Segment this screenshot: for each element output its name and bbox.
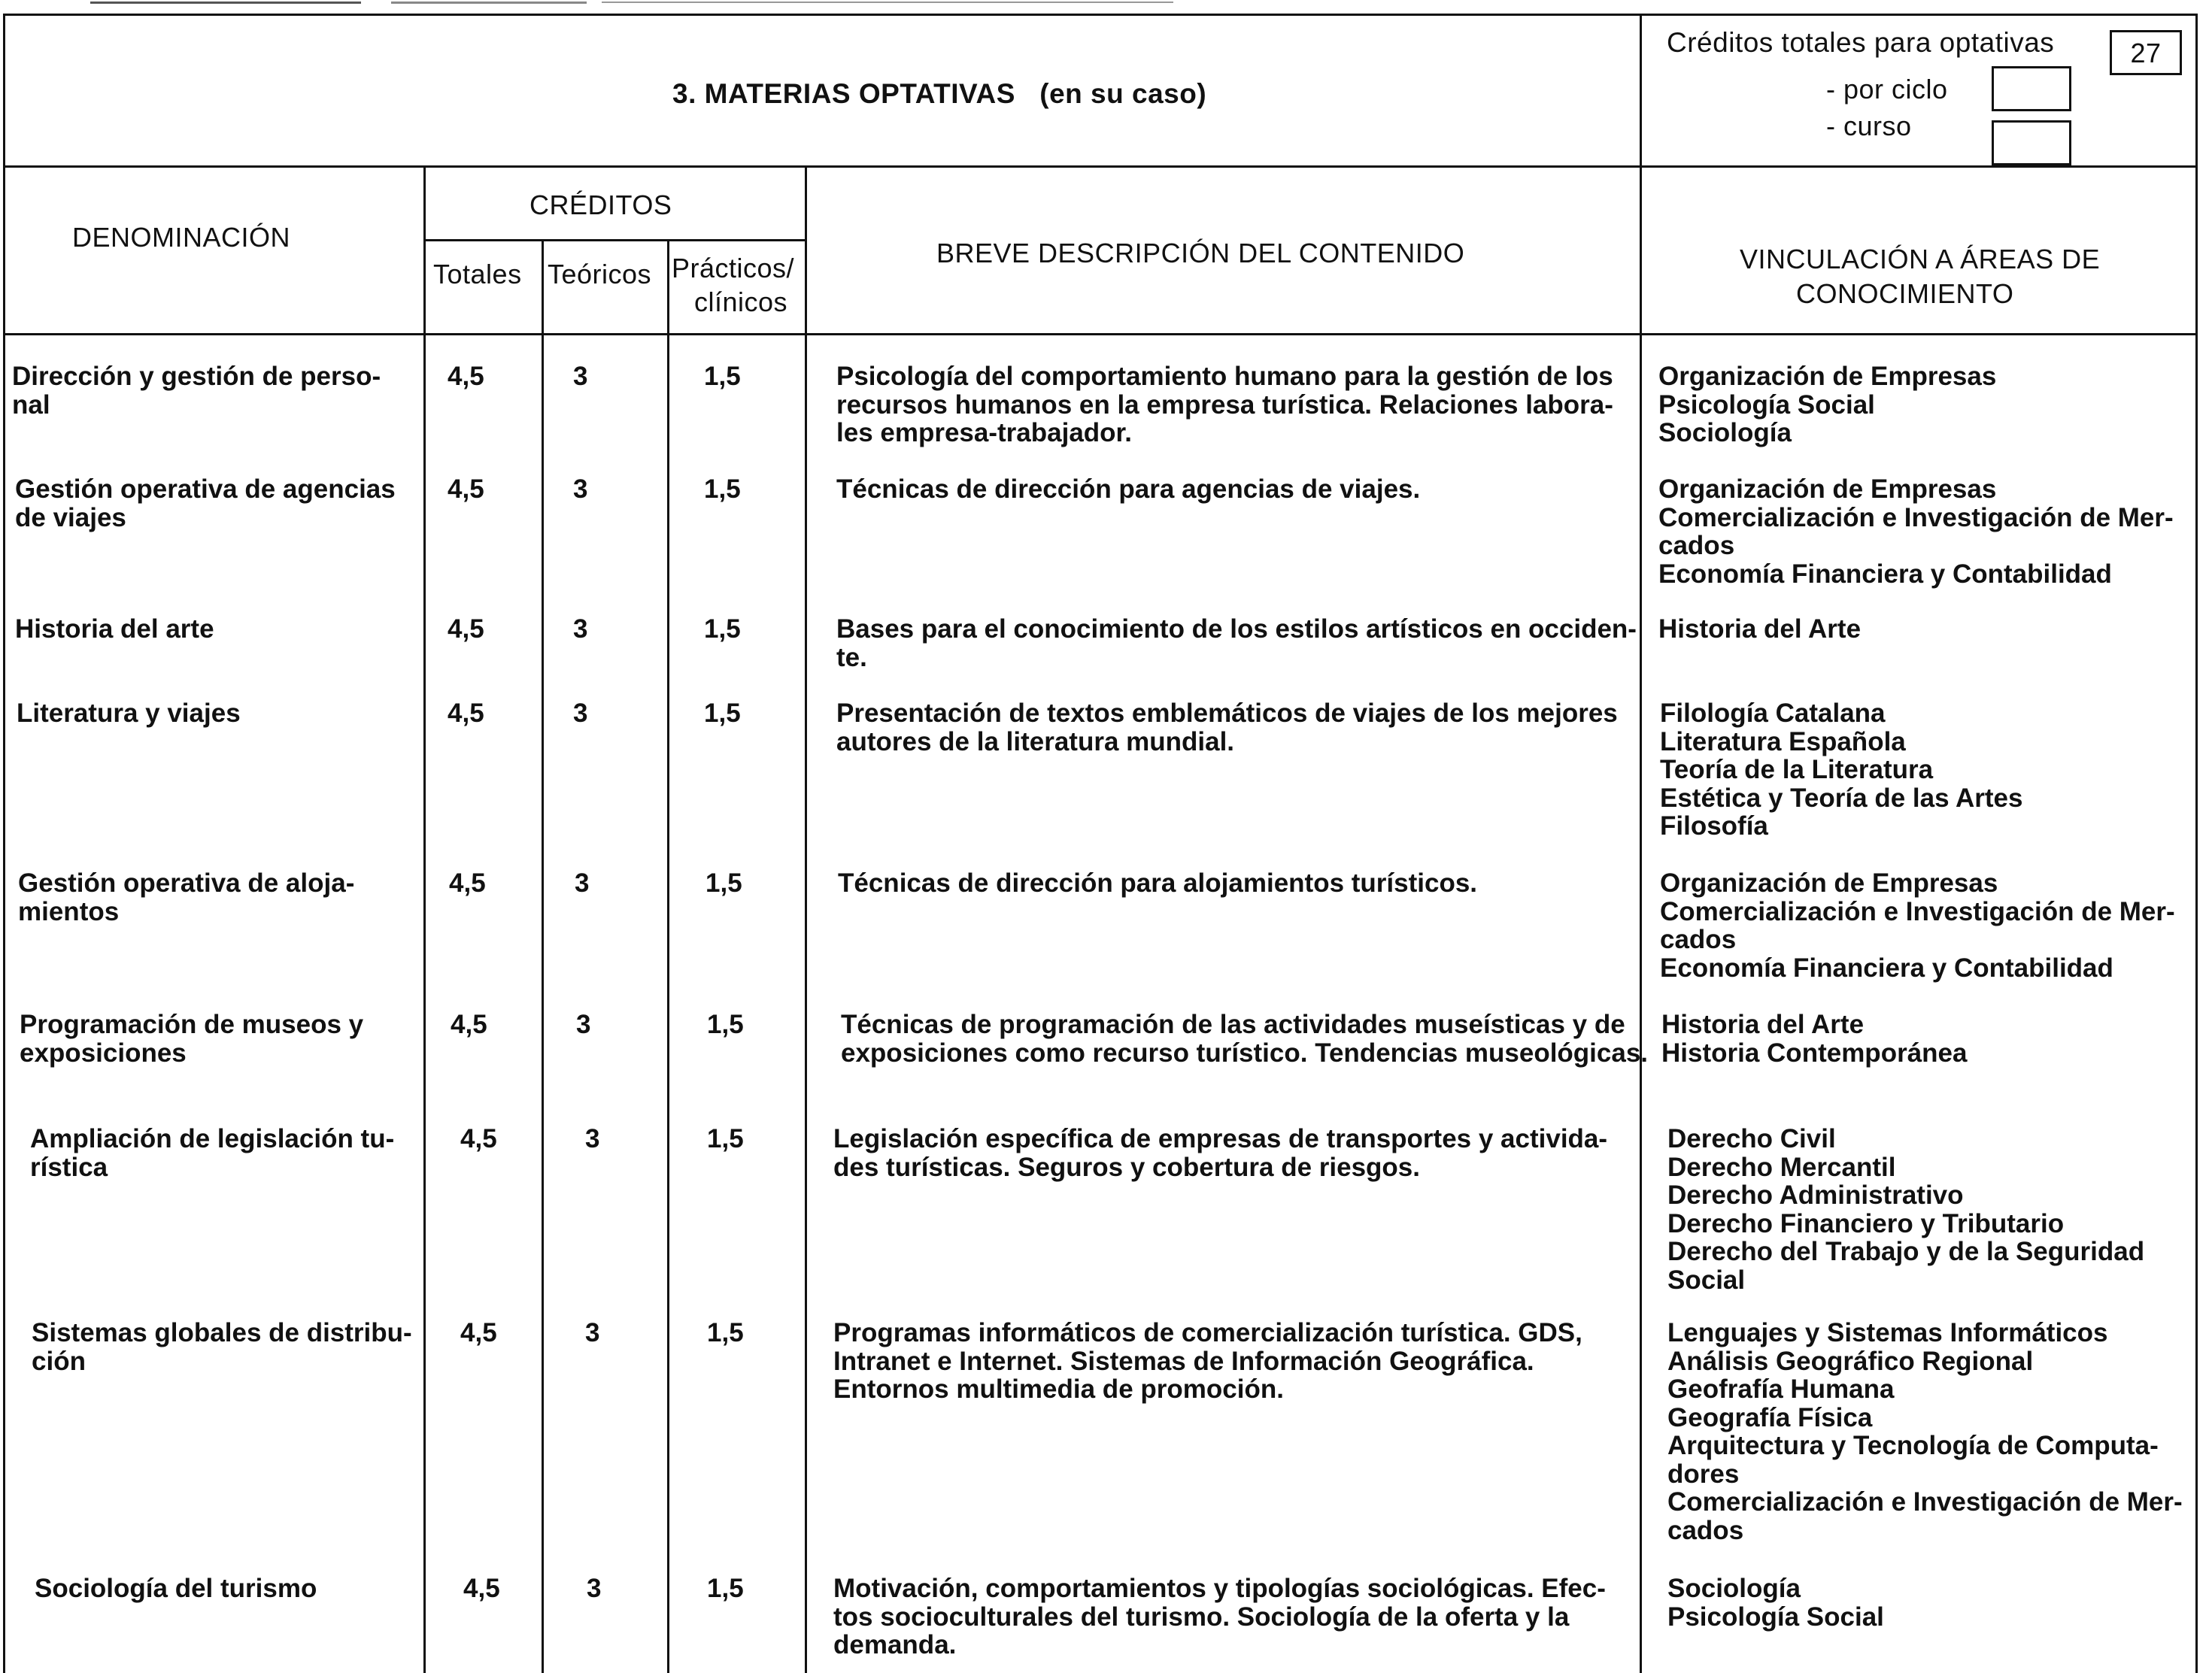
per-course-label: - curso	[1826, 111, 1912, 141]
row-description-line: recursos humanos en la empresa turística. Relaciones labora-	[836, 389, 1613, 420]
row-area-item: dores	[1667, 1459, 1740, 1489]
row-totales: 4,5	[448, 474, 484, 504]
section-title-text: 3. MATERIAS OPTATIVAS	[672, 78, 1015, 109]
row-areas	[1658, 475, 2174, 588]
row-teoricos: 3	[585, 1318, 600, 1347]
row-teoricos: 3	[573, 362, 588, 391]
col-header-clinicos: clínicos	[694, 286, 788, 317]
scan-artifact	[391, 2, 587, 4]
row-practicos: 1,5	[707, 1574, 744, 1603]
rule-col-totales	[542, 239, 544, 1673]
row-area-item: Comercialización e Investigación de Mer-	[1658, 502, 2174, 532]
rule-header-bottom	[3, 165, 2198, 168]
credits-total-value: 27	[2130, 38, 2162, 68]
col-header-denominacion: DENOMINACIÓN	[72, 222, 291, 253]
scan-artifact	[602, 2, 1173, 3]
col-header-conocimiento: CONOCIMIENTO	[1796, 278, 2014, 309]
row-totales: 4,5	[448, 614, 484, 644]
row-description-line: Legislación específica de empresas de transportes y activida-	[833, 1124, 1608, 1153]
row-area-item: Derecho Administrativo	[1667, 1180, 1964, 1210]
row-practicos: 1,5	[704, 614, 741, 644]
col-header-vinculacion: VINCULACIÓN A ÁREAS DE	[1740, 244, 2101, 274]
row-area-item: Derecho Civil	[1667, 1124, 1836, 1153]
row-name-line: ción	[32, 1346, 86, 1376]
row-name-line: Literatura y viajes	[17, 699, 241, 728]
row-practicos: 1,5	[707, 1124, 744, 1153]
row-name-line: nal	[12, 389, 50, 420]
row-area-item: Derecho Financiero y Tributario	[1667, 1208, 2065, 1238]
row-name	[17, 699, 241, 728]
row-area-item: Filología Catalana	[1660, 699, 1886, 728]
row-areas	[1660, 869, 2175, 982]
row-description-line: Bases para el conocimiento de los estilos artísticos en occiden-	[836, 614, 1637, 644]
row-areas	[1667, 1319, 2183, 1544]
row-name-line: mientos	[18, 896, 120, 926]
row-name	[15, 615, 214, 644]
row-area-item: Organización de Empresas	[1660, 868, 1998, 898]
row-areas	[1661, 1011, 1967, 1067]
row-description-line: Motivación, comportamientos y tipologías sociológicas. Efec-	[833, 1574, 1606, 1603]
row-teoricos: 3	[585, 1124, 600, 1153]
row-teoricos: 3	[575, 868, 590, 898]
rule-creditos-split	[423, 239, 807, 241]
rule-col-descripcion	[1640, 14, 1642, 1673]
row-description	[838, 869, 1477, 898]
rule-columns-bottom	[3, 333, 2198, 335]
row-areas	[1658, 615, 1861, 644]
row-name	[15, 475, 396, 532]
row-totales: 4,5	[460, 1124, 497, 1153]
row-description-line: autores de la literatura mundial.	[836, 726, 1235, 756]
row-area-item: cados	[1667, 1515, 1744, 1545]
row-practicos: 1,5	[704, 699, 741, 728]
row-description-line: les empresa-trabajador.	[836, 418, 1132, 447]
row-area-item: Economía Financiera y Contabilidad	[1660, 953, 2113, 983]
row-teoricos: 3	[576, 1010, 591, 1039]
row-area-item: Organización de Empresas	[1658, 474, 1997, 504]
row-name	[18, 869, 354, 926]
row-area-item: cados	[1658, 531, 1735, 560]
row-area-item: Arquitectura y Tecnología de Computa-	[1667, 1431, 2159, 1460]
row-areas	[1667, 1125, 2144, 1294]
row-description	[833, 1574, 1606, 1659]
row-area-item: Estética y Teoría de las Artes	[1660, 783, 2023, 813]
row-teoricos: 3	[587, 1574, 602, 1603]
row-name-line: Gestión operativa de agencias	[15, 474, 396, 504]
credits-total-box	[2110, 30, 2182, 75]
section-title	[672, 80, 1206, 108]
per-course-box	[1992, 120, 2071, 165]
row-area-item: Sociología	[1658, 418, 1792, 447]
row-totales: 4,5	[448, 699, 484, 728]
row-name-line: exposiciones	[20, 1038, 187, 1068]
col-header-totales: Totales	[433, 259, 522, 289]
row-practicos: 1,5	[704, 474, 741, 504]
row-description	[833, 1125, 1607, 1181]
row-name-line: Programación de museos y	[20, 1010, 364, 1039]
row-areas	[1660, 699, 2022, 841]
row-name	[32, 1319, 412, 1375]
row-teoricos: 3	[573, 614, 588, 644]
row-practicos: 1,5	[704, 362, 741, 391]
row-area-item: Historia Contemporánea	[1661, 1038, 1968, 1068]
row-description	[836, 615, 1637, 671]
row-description	[833, 1319, 1582, 1404]
row-practicos: 1,5	[707, 1318, 744, 1347]
row-area-item: Economía Financiera y Contabilidad	[1658, 559, 2112, 589]
row-area-item: Sociología	[1667, 1574, 1801, 1603]
row-area-item: Historia del Arte	[1661, 1010, 1865, 1039]
row-description	[841, 1011, 1648, 1067]
row-area-item: Comercialización e Investigación de Mer-	[1667, 1487, 2183, 1517]
row-totales: 4,5	[460, 1318, 497, 1347]
row-name-line: Sociología del turismo	[35, 1574, 317, 1603]
row-area-item: Derecho del Trabajo y de la Seguridad	[1667, 1237, 2145, 1266]
row-description	[836, 475, 1420, 504]
row-area-item: Psicología Social	[1667, 1602, 1884, 1632]
row-area-item: Análisis Geográfico Regional	[1667, 1346, 2034, 1376]
row-practicos: 1,5	[705, 868, 742, 898]
row-area-item: Teoría de la Literatura	[1660, 755, 1934, 784]
row-description-line: te.	[836, 642, 867, 672]
row-description-line: Programas informáticos de comercialización turística. GDS,	[833, 1318, 1582, 1347]
row-area-item: Social	[1667, 1265, 1746, 1295]
row-totales: 4,5	[463, 1574, 500, 1603]
row-description-line: demanda.	[833, 1630, 957, 1659]
row-totales: 4,5	[448, 362, 484, 391]
row-area-item: Literatura Española	[1660, 726, 1906, 756]
row-description-line: Técnicas de dirección para alojamientos turísticos.	[838, 868, 1478, 898]
row-description-line: des turísticas. Seguros y cobertura de riesgos.	[833, 1152, 1420, 1182]
row-description-line: Psicología del comportamiento humano para la gestión de los	[836, 362, 1613, 391]
row-name-line: rística	[30, 1152, 108, 1182]
col-header-practicos: Prácticos/	[672, 253, 795, 283]
per-cycle-box	[1992, 66, 2071, 111]
rule-col-teoricos	[667, 239, 669, 1673]
row-name-line: Dirección y gestión de perso-	[12, 362, 381, 391]
row-name-line: Ampliación de legislación tu-	[30, 1124, 395, 1153]
row-practicos: 1,5	[707, 1010, 744, 1039]
scan-artifact	[90, 2, 361, 4]
row-totales: 4,5	[451, 1010, 487, 1039]
row-area-item: Comercialización e Investigación de Mer-	[1660, 896, 2175, 926]
row-name-line: Gestión operativa de aloja-	[18, 868, 355, 898]
row-description-line: Entornos multimedia de promoción.	[833, 1374, 1284, 1404]
row-description-line: Presentación de textos emblemáticos de viajes de los mejores	[836, 699, 1618, 728]
row-areas	[1667, 1574, 1884, 1631]
row-description	[836, 699, 1618, 756]
credits-total-label: Créditos totales para optativas	[1667, 27, 2055, 58]
row-name-line: Historia del arte	[15, 614, 214, 644]
row-description-line: tos socioculturales del turismo. Sociología de la oferta y la	[833, 1602, 1570, 1632]
row-description	[836, 362, 1613, 447]
row-description-line: Técnicas de programación de las actividades museísticas y de	[841, 1010, 1625, 1039]
row-description-line: Intranet e Internet. Sistemas de Información Geográfica.	[833, 1346, 1534, 1376]
row-area-item: Geografía Física	[1667, 1402, 1873, 1432]
row-area-item: Filosofía	[1660, 811, 1768, 841]
col-header-creditos: CRÉDITOS	[529, 189, 672, 220]
row-description-line: Técnicas de dirección para agencias de viajes.	[836, 474, 1421, 504]
row-area-item: Derecho Mercantil	[1667, 1152, 1896, 1182]
row-area-item: cados	[1660, 925, 1737, 954]
col-header-descripcion: BREVE DESCRIPCIÓN DEL CONTENIDO	[936, 238, 1465, 268]
per-cycle-label: - por ciclo	[1826, 74, 1948, 105]
row-name-line: de viajes	[15, 502, 126, 532]
row-name	[20, 1011, 363, 1067]
row-areas	[1658, 362, 1996, 447]
row-teoricos: 3	[573, 474, 588, 504]
row-name-line: Sistemas globales de distribu-	[32, 1318, 412, 1347]
row-name	[12, 362, 381, 419]
col-header-teoricos: Teóricos	[548, 259, 652, 289]
row-area-item: Lenguajes y Sistemas Informáticos	[1667, 1318, 2108, 1347]
row-area-item: Historia del Arte	[1658, 614, 1862, 644]
section-title-suffix: (en su caso)	[1039, 78, 1207, 109]
row-area-item: Psicología Social	[1658, 389, 1875, 420]
row-name	[30, 1125, 394, 1181]
row-teoricos: 3	[573, 699, 588, 728]
row-name	[35, 1574, 317, 1603]
row-description-line: exposiciones como recurso turístico. Tendencias museológicas.	[841, 1038, 1649, 1068]
row-area-item: Geofrafía Humana	[1667, 1374, 1895, 1404]
row-area-item: Organización de Empresas	[1658, 362, 1997, 391]
row-totales: 4,5	[449, 868, 486, 898]
rule-col-denominacion	[423, 165, 426, 1673]
rule-col-practicos	[805, 165, 807, 1673]
